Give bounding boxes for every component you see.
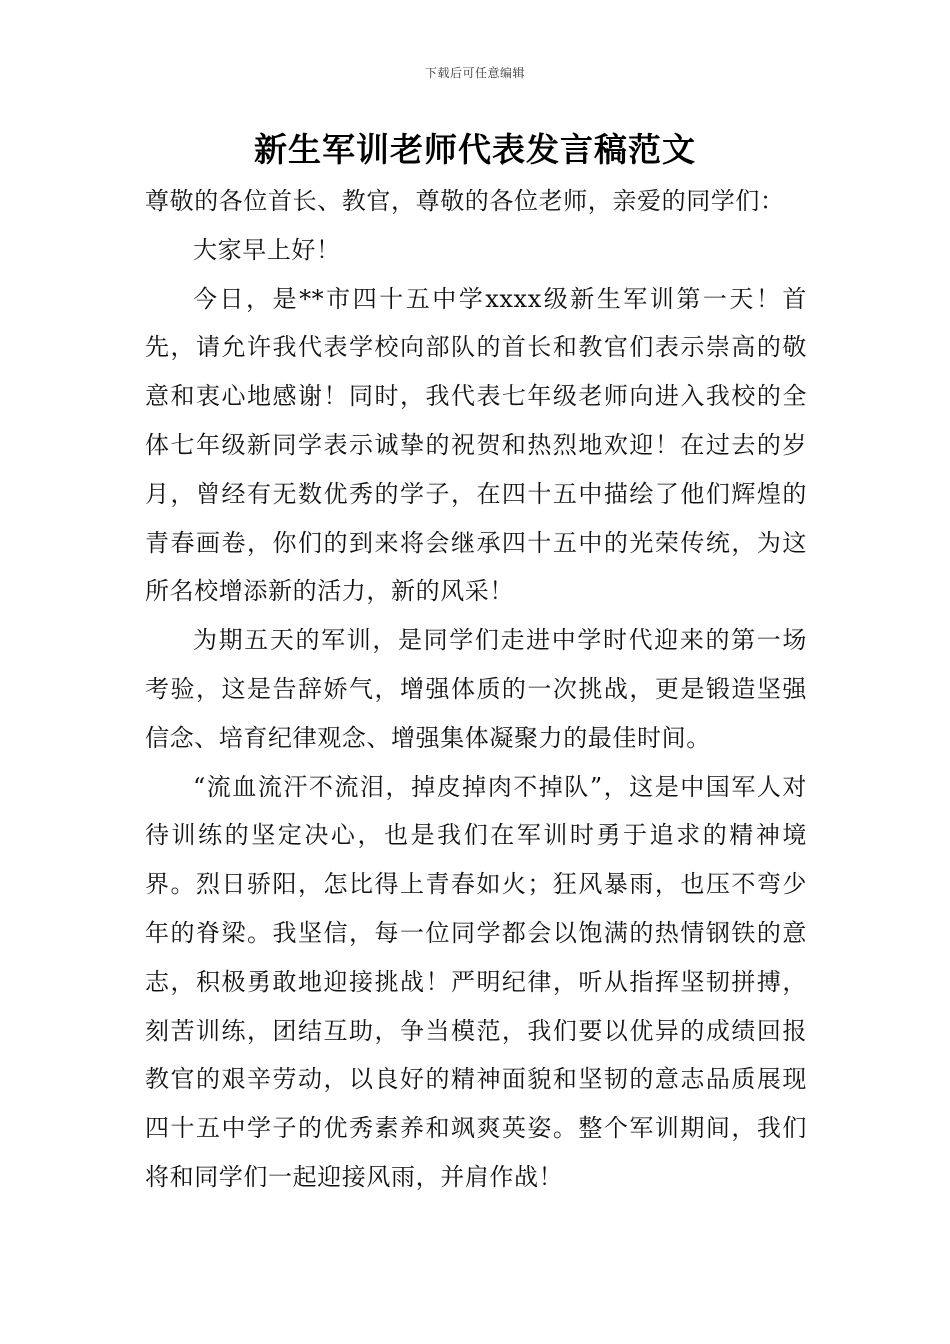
header-note: 下载后可任意编辑 <box>424 66 525 80</box>
paragraph-greeting: 大家早上好！ <box>193 235 341 264</box>
paragraph-welcome: 今日，是**市四十五中学xxxx级新生军训第一天！首先，请允许我代表学校向部队的首长和教官们表示崇高的敬意和衷心地感谢！同时，我代表七年级老师向进入我校的全体七年级新同学表示诚挚的祝贺和热烈地欢迎！在过去的岁月，曾经有无数优秀的学子，在四十五中描绘了他们辉煌的青春画卷，你们的到来将会继承四十五中的光荣传统，为这所名校增添新的活力，新的风采！ <box>145 284 807 606</box>
paragraph-training-challenge: 为期五天的军训，是同学们走进中学时代迎来的第一场考验，这是告辞娇气，增强体质的一次挑战，更是锻造坚强信念、培育纪律观念、增强集体凝聚力的最佳时间。 <box>145 626 807 752</box>
paragraph-spirit: “流血流汗不流泪，掉皮掉肉不掉队”，这是中国军人对待训练的坚定决心，也是我们在军训时勇于追求的精神境界。烈日骄阳，怎比得上青春如火；狂风暴雨，也压不弯少年的脊梁。我坚信，每一位同学都会以饱满的热情钢铁的意志，积极勇敢地迎接挑战！严明纪律，听从指挥坚韧拼搏，刻苦训练，团结互助，争当模范，我们要以优异的成绩回报教官的艰辛劳动，以良好的精神面貌和坚韧的意志品质展现四十五中学子的优秀素养和飒爽英姿。整个军训期间，我们将和同学们一起迎接风雨，并肩作战！ <box>145 772 807 1191</box>
document-body <box>145 177 807 1202</box>
document-title: 新生军训老师代表发言稿范文 <box>254 130 696 169</box>
paragraph-salutation: 尊敬的各位首长、教官，尊敬的各位老师，亲爱的同学们： <box>145 187 785 215</box>
